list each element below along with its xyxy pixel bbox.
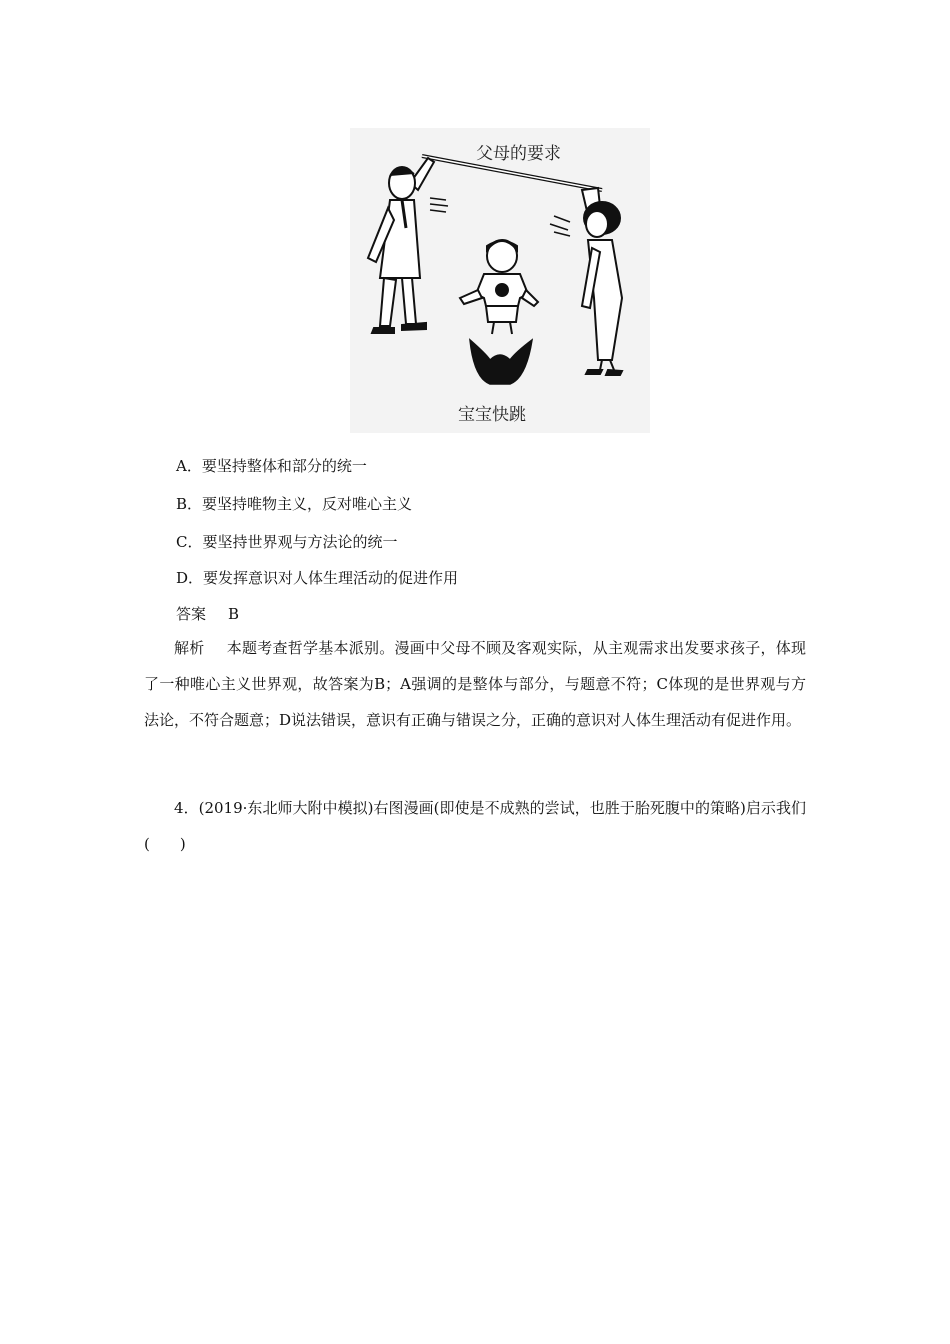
option-c: C．要坚持世界观与方法论的统一 [176, 533, 398, 551]
option-d: D．要发挥意识对人体生理活动的促进作用 [176, 569, 459, 587]
option-a: A．要坚持整体和部分的统一 [176, 457, 367, 475]
caption-top: 父母的要求 [476, 144, 561, 164]
question-4: 4．(2019·东北师大附中模拟)右图漫画(即使是不成熟的尝试，也胜于胎死腹中的策略)启示我们( ) [144, 799, 806, 853]
answer-value: B [228, 605, 240, 623]
caption-bottom: 宝宝快跳 [458, 405, 526, 425]
cartoon-illustration [350, 128, 650, 433]
cartoon-figure [350, 128, 650, 433]
option-b: B．要坚持唯物主义，反对唯心主义 [176, 495, 413, 513]
answer-label: 答案 [176, 605, 207, 623]
answer-line [176, 604, 239, 624]
analysis-paragraph [144, 630, 806, 738]
analysis-label: 解析 [174, 639, 205, 657]
analysis-text: 本题考查哲学基本派别。漫画中父母不顾及客观实际，从主观需求出发要求孩子，体现了一种唯心主义世界观，故答案为B；A强调的是整体与部分，与题意不符；C体现的是世界观与方法论，不符合题意；D说法错误，意识有正确与错误之分，正确的意识对人体生理活动有促进作用。 [144, 639, 806, 729]
